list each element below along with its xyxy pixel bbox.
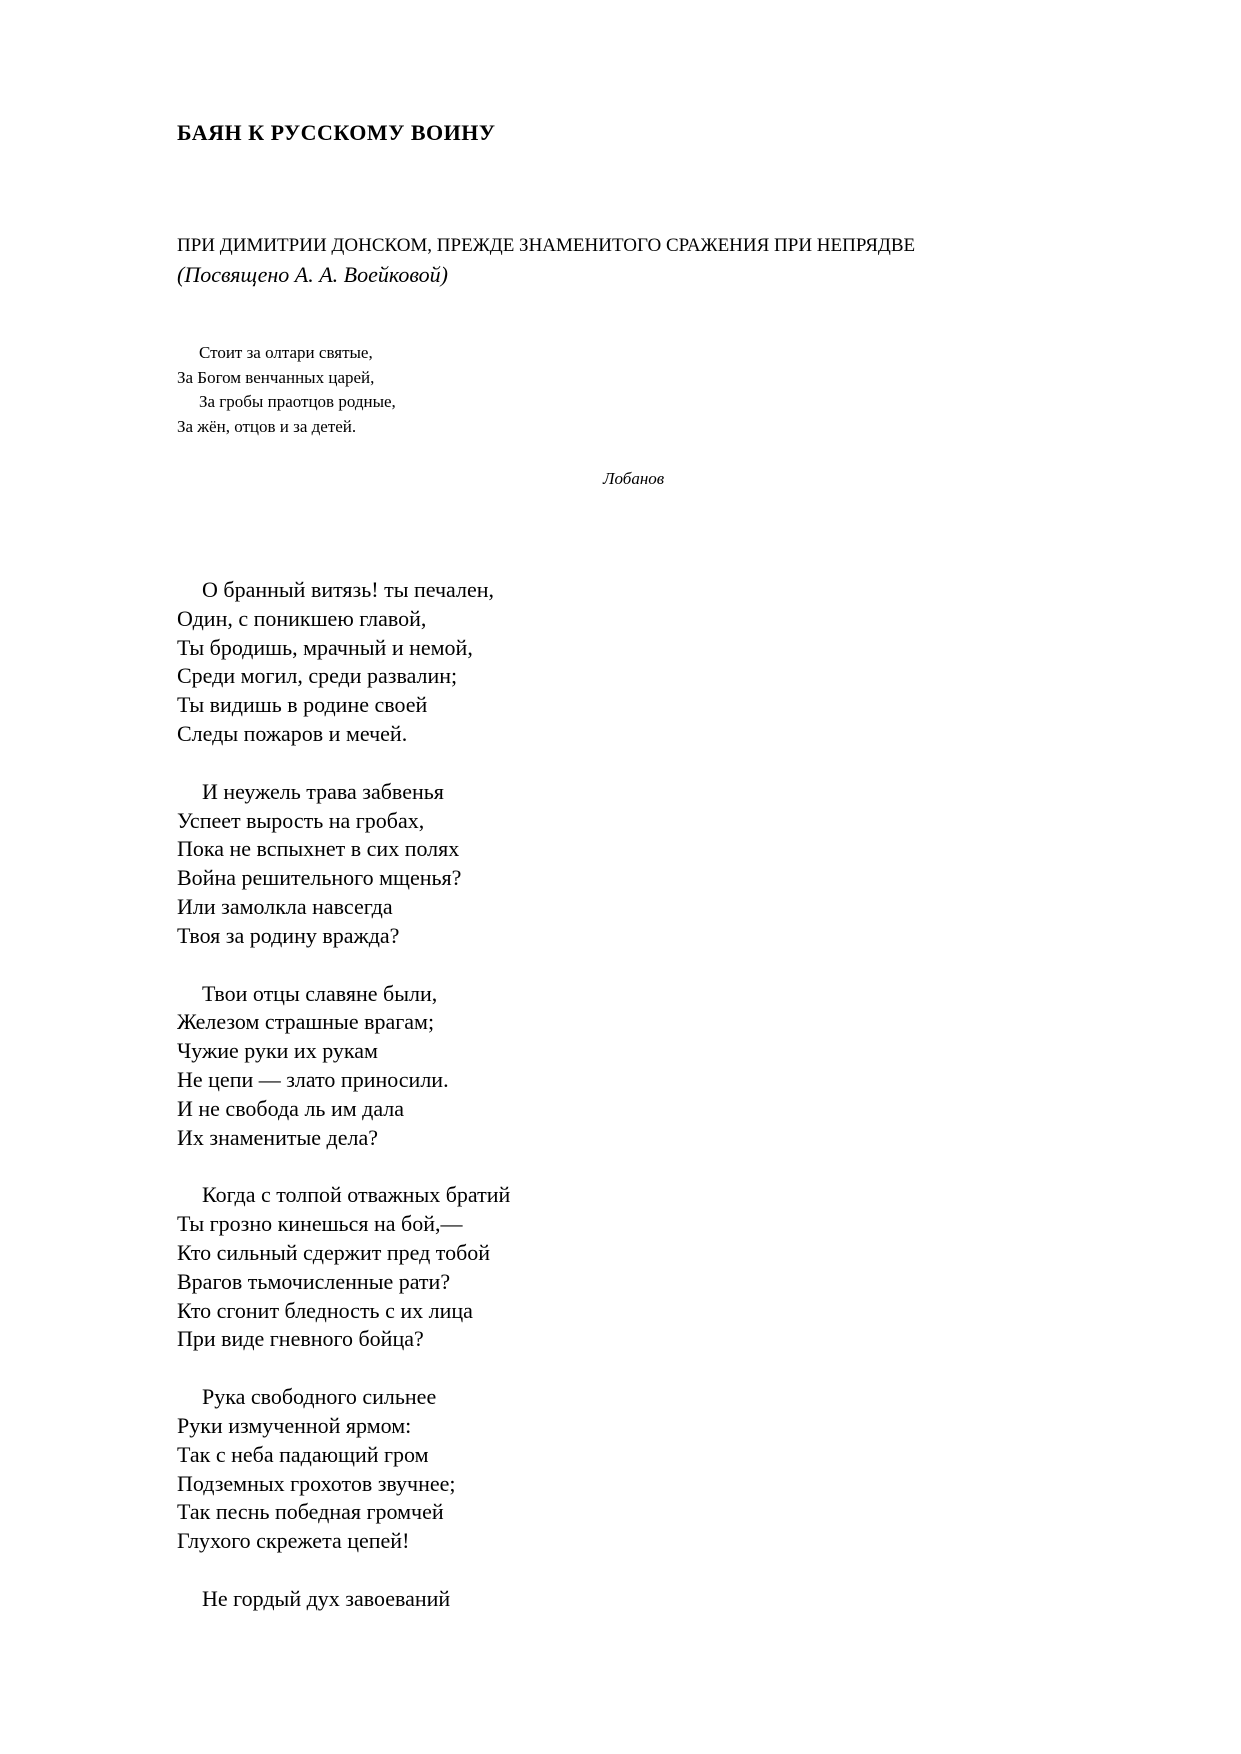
poem-line: Не гордый дух завоеваний	[202, 1585, 451, 1611]
stanza	[177, 778, 510, 951]
poem-line: И неужель трава забвенья	[202, 778, 444, 804]
epigraph-line: За гробы праотцов родные,	[199, 392, 396, 411]
poem-line: Следы пожаров и мечей.	[177, 720, 408, 746]
epigraph-author: Лобанов	[603, 469, 665, 488]
epigraph	[177, 341, 396, 439]
poem-line: Чужие руки их рукам	[177, 1038, 378, 1064]
poem-line: Один, с поникшею главой,	[177, 605, 427, 631]
poem-line: Ты видишь в родине своей	[177, 692, 428, 718]
poem-line: При виде гневного бойца?	[177, 1326, 424, 1352]
poem-line: Подземных грохотов звучнее;	[177, 1470, 456, 1496]
poem-line: Их знаменитые дела?	[177, 1124, 378, 1150]
poem-line: Успеет вырость на гробах,	[177, 807, 425, 833]
poem-line: И не свобода ль им дала	[177, 1095, 405, 1121]
poem-line: Среди могил, среди развалин;	[177, 663, 458, 689]
poem-line: Пока не вспыхнет в сих полях	[177, 836, 460, 862]
stanza	[177, 1383, 510, 1556]
poem-line: Или замолкла навсегда	[177, 893, 393, 919]
poem-line: Кто сильный сдержит пред тобой	[177, 1239, 491, 1265]
poem-line: Рука свободного сильнее	[202, 1384, 437, 1410]
poem-title: БАЯН К РУССКОМУ ВОИНУ	[177, 120, 496, 145]
epigraph-line: За жён, отцов и за детей.	[177, 416, 357, 436]
poem-line: Глухого скрежета цепей!	[177, 1528, 410, 1554]
poem-line: Врагов тьмочисленные рати?	[177, 1268, 451, 1294]
poem-line: Не цепи — злато приносили.	[177, 1066, 449, 1092]
epigraph-line: За Богом венчанных царей,	[177, 367, 375, 387]
poem-dedication: (Посвящено А. А. Воейковой)	[177, 262, 448, 287]
poem-body	[177, 576, 510, 1643]
poem-line: Так песнь победная громчей	[177, 1499, 444, 1525]
poem-subtitle: ПРИ ДИМИТРИИ ДОНСКОМ, ПРЕЖДЕ ЗНАМЕНИТОГО СРАЖЕНИЯ ПРИ НЕПРЯДВЕ	[177, 235, 916, 256]
stanza	[177, 576, 510, 749]
poem-line: Кто сгонит бледность с их лица	[177, 1297, 473, 1323]
poem-line: Ты грозно кинешься на бой,—	[177, 1211, 463, 1237]
poem-line: Ты бродишь, мрачный и немой,	[177, 634, 473, 660]
stanza	[177, 1585, 510, 1614]
poem-line: Железом страшные врагам;	[177, 1009, 435, 1035]
poem-line: О бранный витязь! ты печален,	[202, 577, 495, 602]
poem-line: Когда с толпой отважных братий	[202, 1182, 511, 1208]
stanza	[177, 1181, 510, 1354]
poem-line: Твоя за родину вражда?	[177, 922, 400, 948]
epigraph-line: Стоит за олтари святые,	[199, 343, 373, 362]
poem-line: Руки измученной ярмом:	[177, 1412, 412, 1438]
poem-line: Так с неба падающий гром	[177, 1441, 429, 1467]
stanza	[177, 980, 510, 1153]
poem-line: Война решительного мщенья?	[177, 865, 462, 891]
poem-line: Твои отцы славяне были,	[202, 980, 438, 1006]
